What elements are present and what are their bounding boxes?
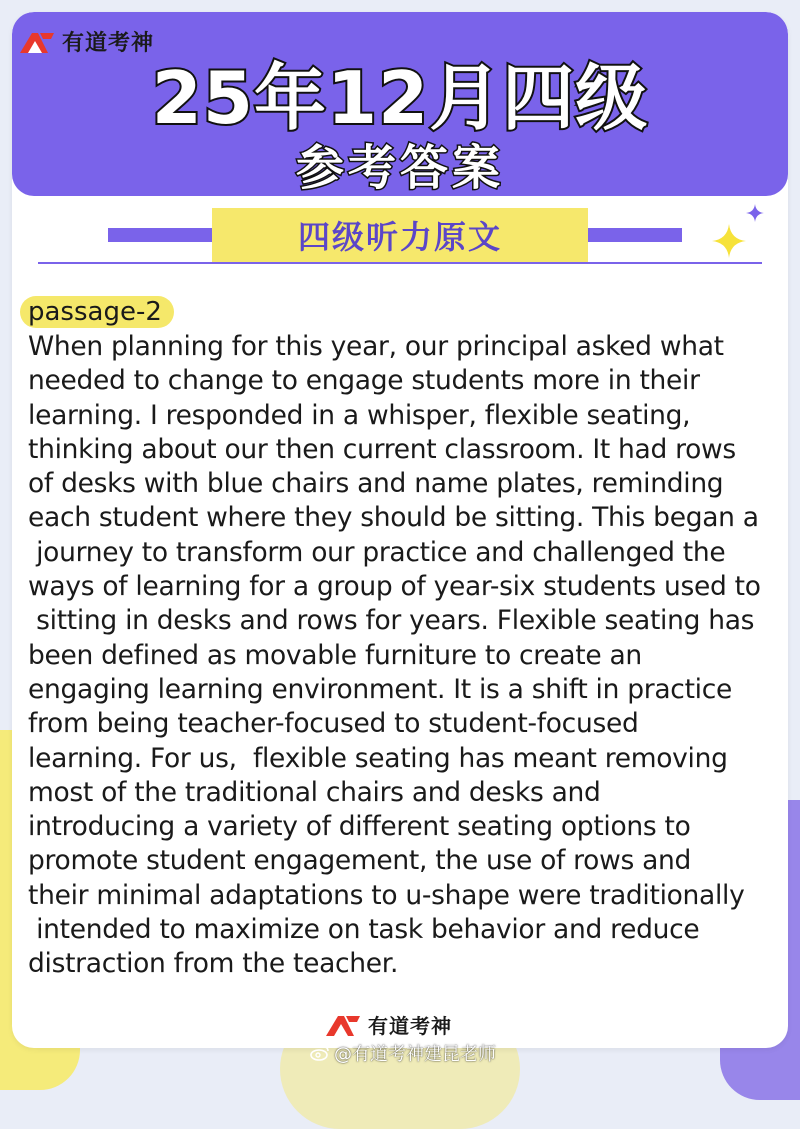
passage-line: thinking about our then current classroom. It had rows	[28, 433, 736, 465]
passage-line: sitting in desks and rows for years. Flexible seating has	[28, 605, 755, 637]
passage-line: from being teacher-focused to student-focused	[28, 708, 639, 740]
section-heading: 四级听力原文	[212, 208, 588, 262]
footer-brand-name: 有道考神	[368, 1014, 452, 1038]
weibo-watermark-text: @有道考神建昆老师	[334, 1044, 496, 1065]
passage-line: ways of learning for a group of year-six students used to	[28, 571, 761, 603]
passage-line: been defined as movable furniture to create an	[28, 639, 642, 671]
passage-line: journey to transform our practice and challenged the	[28, 536, 726, 568]
brand-logo	[18, 26, 154, 57]
passage-label: passage-2	[20, 296, 174, 328]
weibo-watermark	[310, 1040, 496, 1066]
sparkle-small-icon	[746, 204, 764, 222]
brand-logo-icon	[18, 29, 56, 55]
passage-line: most of the traditional chairs and desks and	[28, 776, 601, 808]
section-bar-left	[108, 228, 218, 242]
footer-logo	[324, 1010, 452, 1039]
passage-line: introducing a variety of different seating options to	[28, 811, 691, 843]
sparkle-large-icon	[712, 224, 746, 258]
section-bar-right	[586, 228, 682, 242]
brand-name: 有道考神	[62, 31, 155, 56]
passage-line: distraction from the teacher.	[28, 948, 399, 980]
passage-line: each student where they should be sitting. This began a	[28, 502, 759, 534]
passage-line: intended to maximize on task behavior and reduce	[28, 914, 700, 946]
passage-line: engaging learning environment. It is a shift in practice	[28, 673, 732, 705]
passage-line: their minimal adaptations to u-shape were traditionally	[28, 879, 745, 911]
passage-line: learning. I responded in a whisper, flexible seating,	[28, 399, 691, 431]
passage-text	[28, 330, 780, 982]
footer-logo-icon	[324, 1012, 362, 1038]
passage-line: learning. For us, flexible seating has meant removing	[28, 742, 728, 774]
passage-line: When planning for this year, our principal asked what	[28, 331, 724, 362]
content-card	[12, 12, 788, 1048]
passage-line: promote student engagement, the use of rows and	[28, 845, 692, 877]
page-title: 25年12月四级	[151, 56, 649, 140]
passage-line: needed to change to engage students more in their	[28, 365, 700, 397]
weibo-icon	[310, 1045, 330, 1061]
header-banner	[12, 12, 788, 196]
page-subtitle: 参考答案	[295, 140, 504, 196]
passage-line: of desks with blue chairs and name plates, reminding	[28, 468, 724, 500]
section-divider	[38, 262, 762, 264]
